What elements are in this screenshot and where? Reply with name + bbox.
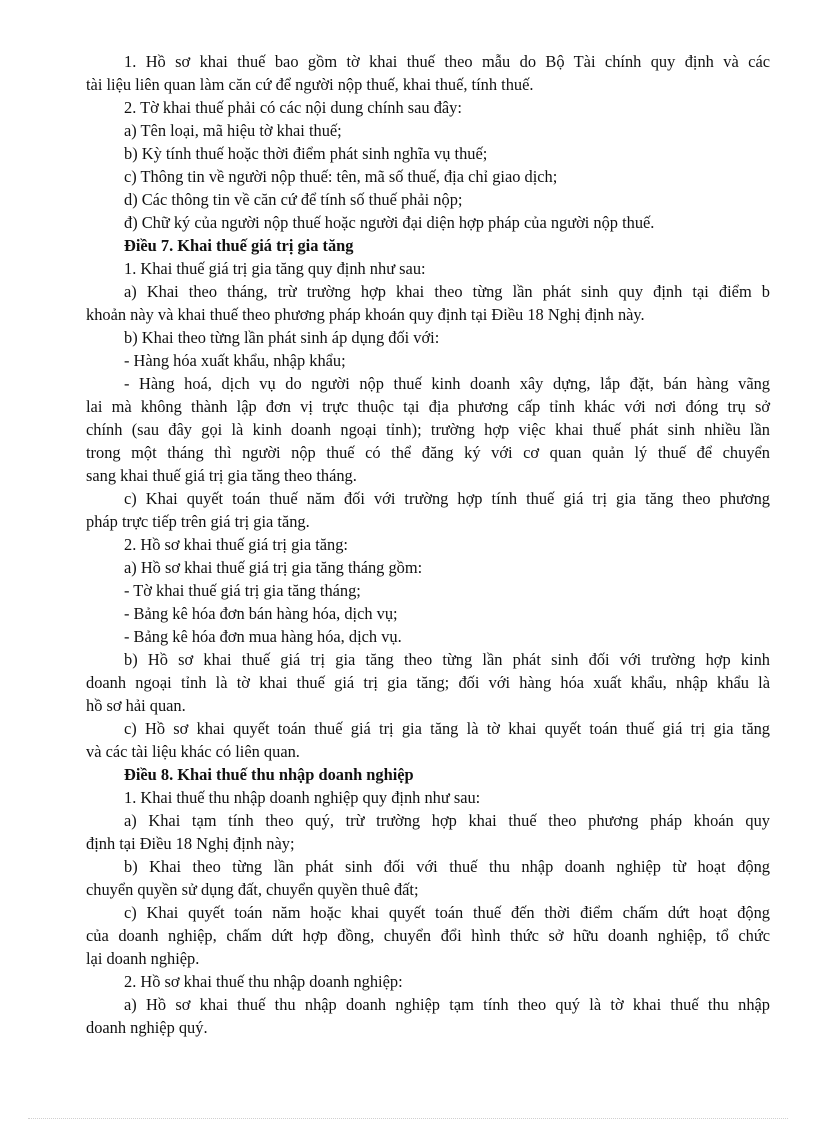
text-line: chuyển quyền sử dụng đất, chuyển quyền thuê đất;: [86, 880, 419, 899]
text-line: a) Khai tạm tính theo quý, trừ trường hợp khai thuế theo phương pháp khoán quy: [124, 811, 770, 830]
text-line: b) Kỳ tính thuế hoặc thời điểm phát sinh nghĩa vụ thuế;: [124, 144, 488, 163]
text-line: trong một tháng thì người nộp thuế có thể đăng ký với cơ quan quản lý thuế để chuyển: [86, 443, 770, 462]
text-line: - Bảng kê hóa đơn bán hàng hóa, dịch vụ;: [124, 604, 398, 623]
text-line: 1. Hồ sơ khai thuế bao gồm tờ khai thuế theo mẫu do Bộ Tài chính quy định và các: [124, 52, 770, 71]
text-line: a) Tên loại, mã hiệu tờ khai thuế;: [124, 121, 342, 140]
text-line: c) Thông tin về người nộp thuế: tên, mã số thuế, địa chỉ giao dịch;: [124, 167, 558, 186]
article-heading: Điều 7. Khai thuế giá trị gia tăng: [124, 236, 354, 255]
text-line: a) Khai theo tháng, trừ trường hợp khai theo từng lần phát sinh quy định tại điểm b: [124, 282, 770, 301]
text-line: a) Hồ sơ khai thuế giá trị gia tăng tháng gồm:: [124, 558, 423, 577]
text-line: c) Hồ sơ khai quyết toán thuế giá trị gia tăng là tờ khai quyết toán thuế giá trị gia tăng: [124, 719, 770, 738]
article-heading: Điều 8. Khai thuế thu nhập doanh nghiệp: [124, 765, 414, 784]
text-line: c) Khai quyết toán năm hoặc khai quyết toán thuế đến thời điểm chấm dứt hoạt động: [124, 903, 770, 922]
text-line: khoản này và khai thuế theo phương pháp khoán quy định tại Điều 18 Nghị định này.: [86, 305, 645, 324]
text-line: 2. Tờ khai thuế phải có các nội dung chính sau đây:: [124, 98, 462, 117]
text-line: - Tờ khai thuế giá trị gia tăng tháng;: [124, 581, 361, 600]
text-line: a) Hồ sơ khai thuế thu nhập doanh nghiệp tạm tính theo quý là tờ khai thuế thu nhập: [124, 995, 770, 1014]
text-line: 2. Hồ sơ khai thuế thu nhập doanh nghiệp:: [124, 972, 403, 991]
text-line: b) Khai theo từng lần phát sinh đối với thuế thu nhập doanh nghiệp từ hoạt động: [124, 857, 770, 876]
text-line: lai mà không thành lập đơn vị trực thuộc tại địa phương cấp tỉnh khác với nơi đóng trụ sở: [86, 397, 770, 416]
text-line: c) Khai quyết toán thuế năm đối với trường hợp tính thuế giá trị gia tăng theo phương: [124, 489, 770, 508]
text-line: 1. Khai thuế giá trị gia tăng quy định như sau:: [124, 259, 426, 278]
text-line: d) Các thông tin về căn cứ để tính số thuế phải nộp;: [124, 190, 463, 209]
text-line: - Hàng hóa xuất khẩu, nhập khẩu;: [124, 351, 346, 370]
text-line: b) Khai theo từng lần phát sinh áp dụng đối với:: [124, 328, 440, 347]
text-line: - Hàng hoá, dịch vụ do người nộp thuế kinh doanh xây dựng, lắp đặt, bán hàng vãng: [124, 374, 770, 393]
text-line: đ) Chữ ký của người nộp thuế hoặc người đại diện hợp pháp của người nộp thuế.: [124, 213, 655, 232]
text-line: hồ sơ hải quan.: [86, 696, 186, 715]
text-line: doanh nghiệp quý.: [86, 1018, 208, 1037]
text-line: 1. Khai thuế thu nhập doanh nghiệp quy định như sau:: [124, 788, 481, 807]
text-line: định tại Điều 18 Nghị định này;: [86, 834, 295, 853]
text-line: b) Hồ sơ khai thuế giá trị gia tăng theo từng lần phát sinh đối với trường hợp kinh: [124, 650, 770, 669]
text-line: sang khai thuế giá trị gia tăng theo tháng.: [86, 466, 357, 485]
text-line: pháp trực tiếp trên giá trị gia tăng.: [86, 512, 310, 531]
text-line: chính (sau đây gọi là kinh doanh ngoại tỉnh); trường hợp việc khai thuế phát sinh nhiều lần: [86, 420, 770, 439]
page-bottom-divider: [28, 1118, 788, 1119]
text-line: và các tài liệu khác có liên quan.: [86, 742, 300, 761]
text-line: của doanh nghiệp, chấm dứt hợp đồng, chuyển đổi hình thức sở hữu doanh nghiệp, tổ chức: [86, 926, 770, 945]
text-line: - Bảng kê hóa đơn mua hàng hóa, dịch vụ.: [124, 627, 402, 646]
text-line: lại doanh nghiệp.: [86, 949, 200, 968]
text-line: doanh ngoại tỉnh là tờ khai thuế giá trị gia tăng; đối với hàng hóa xuất khẩu, nhập khẩu là: [86, 673, 770, 692]
document-page: [86, 50, 770, 1039]
text-line: 2. Hồ sơ khai thuế giá trị gia tăng:: [124, 535, 348, 554]
text-line: tài liệu liên quan làm căn cứ để người nộp thuế, khai thuế, tính thuế.: [86, 75, 534, 94]
